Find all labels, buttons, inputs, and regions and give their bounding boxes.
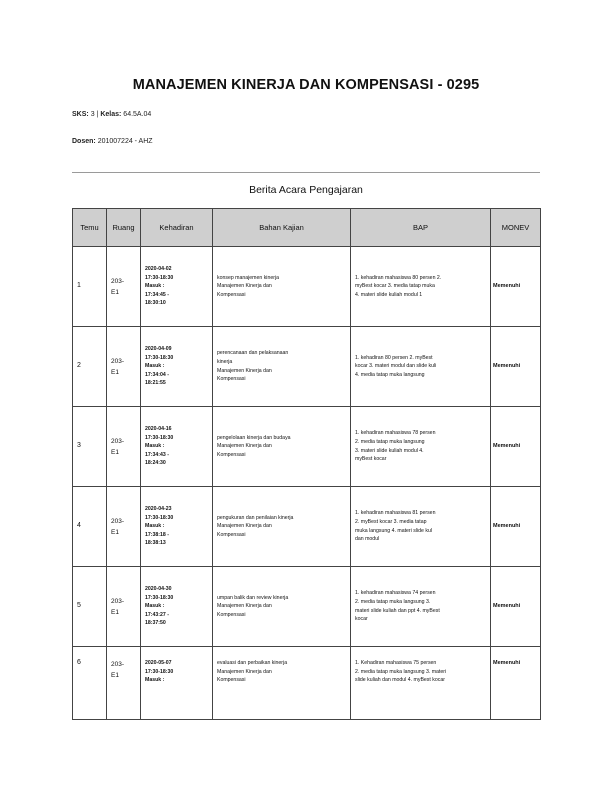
table-row [73,247,541,327]
bahan-kajian-cell: umpan balik dan review kinerja Manajemen Kinerja dan Kompensasi [213,567,351,647]
bahan-kajian-cell: pengukuran dan penilaian kinerja Manajemen Kinerja dan Kompensasi [213,487,351,567]
temu-cell: 5 [73,567,107,647]
ruang-cell: 203- E1 [107,407,141,487]
course-info-line [72,111,151,118]
monev-cell: Memenuhi [491,407,541,487]
kelas-value: 64.5A.04 [123,111,152,118]
bap-cell: 1. kehadiran mahasiswa 81 persen 2. myBest kocar 3. media tatap muka langsung 4. materi slide kul dan modul [351,487,491,567]
temu-cell: 6 [73,647,107,720]
kehadiran-cell: 2020-05-07 17:30-18:30 Masuk : [141,647,213,720]
sks-value: 3 [90,111,95,118]
kehadiran-cell: 2020-04-30 17:30-18:30 Masuk : 17:43:27 - 18:37:50 [141,567,213,647]
ruang-cell: 203- E1 [107,327,141,407]
column-header-monev: MONEV [491,209,541,247]
table-row [73,647,541,720]
column-header-bap: BAP [351,209,491,247]
bahan-kajian-cell: konsep manajemen kinerja Manajemen Kinerja dan Kompensasi [213,247,351,327]
kehadiran-cell: 2020-04-02 17:30-18:30 Masuk : 17:34:45 - 18:30:10 [141,247,213,327]
sks-label: SKS: [72,111,89,118]
bahan-kajian-cell: perencanaan dan pelaksanaan kinerja Manajemen Kinerja dan Kompensasi [213,327,351,407]
bap-cell: 1. kehadiran mahasiswa 74 persen 2. media tatap muka langsung 3. materi slide kuliah dan ppt 4. myBest kocar [351,567,491,647]
bap-cell: 1. Kehadiran mahasiswa 75 persen 2. media tatap muka langsung 3. materi slide kuliah dan modul 4. myBest kocar [351,647,491,720]
section-title: Berita Acara Pengajaran [249,184,363,196]
page-title: MANAJEMEN KINERJA DAN KOMPENSASI - 0295 [132,77,480,93]
ruang-cell: 203- E1 [107,247,141,327]
bahan-kajian-cell: pengelolaan kinerja dan budaya Manajemen Kinerja dan Kompensasi [213,407,351,487]
bahan-kajian-cell: evaluasi dan perbaikan kinerja Manajemen Kinerja dan Kompensasi [213,647,351,720]
table-row [73,567,541,647]
column-header-bahan-kajian: Bahan Kajian [213,209,351,247]
monev-cell: Memenuhi [491,647,541,720]
column-header-ruang: Ruang [107,209,141,247]
bap-cell: 1. kehadiran mahasiswa 78 persen 2. media tatap muka langsung 3. materi slide kuliah modul 4. myBest kocar [351,407,491,487]
bap-cell: 1. kehadiran mahasiswa 80 persen 2. myBest kocar 3. media tatap muka 4. materi slide kuliah modul 1 [351,247,491,327]
kelas-label: Kelas: [100,111,122,118]
temu-cell: 1 [73,247,107,327]
dosen-value: 201007224 - AHZ [97,138,153,145]
temu-cell: 2 [73,327,107,407]
kehadiran-cell: 2020-04-23 17:30-18:30 Masuk : 17:38:18 - 18:38:13 [141,487,213,567]
ruang-cell: 203- E1 [107,567,141,647]
divider [72,172,540,173]
monev-cell: Memenuhi [491,327,541,407]
table-header-row [73,209,541,247]
ruang-cell: 203- E1 [107,487,141,567]
info-separator: | [96,111,99,118]
table-row [73,327,541,407]
column-header-kehadiran: Kehadiran [141,209,213,247]
kehadiran-cell: 2020-04-16 17:30-18:30 Masuk : 17:34:43 - 18:24:30 [141,407,213,487]
bap-table [72,208,541,720]
temu-cell: 4 [73,487,107,567]
ruang-cell: 203- E1 [107,647,141,720]
monev-cell: Memenuhi [491,567,541,647]
monev-cell: Memenuhi [491,487,541,567]
table-row [73,487,541,567]
dosen-label: Dosen: [72,138,96,145]
monev-cell: Memenuhi [491,247,541,327]
temu-cell: 3 [73,407,107,487]
lecturer-info-line [72,138,153,145]
table-row [73,407,541,487]
bap-cell: 1. kehadiran 80 persen 2. myBest kocar 3. materi modul dan slide kuli 4. media tatap muka langsung [351,327,491,407]
column-header-temu: Temu [73,209,107,247]
kehadiran-cell: 2020-04-09 17:30-18:30 Masuk : 17:34:04 - 18:21:55 [141,327,213,407]
